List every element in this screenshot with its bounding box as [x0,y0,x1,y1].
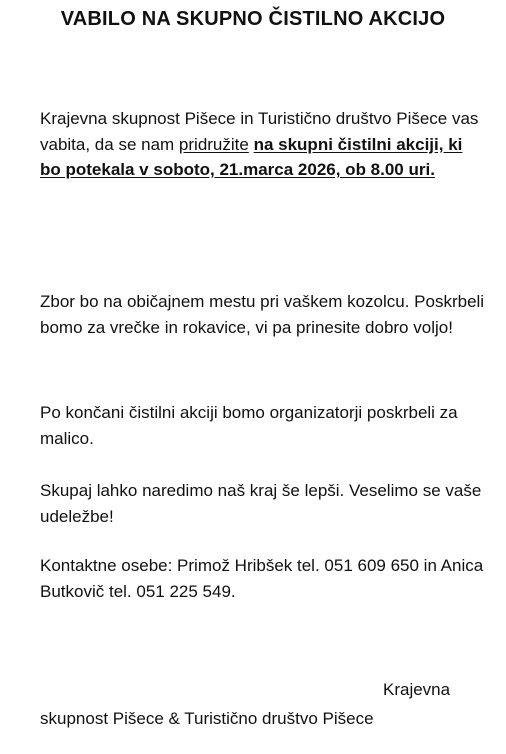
join-text: pridružite [178,134,249,154]
event-details-text: na skupni čistilni akciji, ki bo potekala v soboto, 21.marca 2026, ob 8.00 uri. [40,134,463,179]
document-title: VABILO NA SKUPNO ČISTILNO AKCIJO [60,8,446,30]
signature-line-1: Krajevna [383,680,451,699]
closing-paragraph: Skupaj lahko naredimo naš kraj še lepši. Veselimo se vaše udeležbe! [40,481,482,526]
signature-line-2: skupnost Pišece & Turistično društvo Pišece [40,709,374,728]
contacts-paragraph: Kontaktne osebe: Primož Hribšek tel. 051 609 650 in Anica Butkovič tel. 051 225 549. [40,556,484,601]
invitation-intro-text: Krajevna skupnost Pišece in Turistično društvo Pišece vas vabita, da se nam [40,109,479,154]
invitation-paragraph [40,106,480,183]
meeting-paragraph: Zbor bo na običajnem mestu pri vaškem kozolcu. Poskrbeli bomo za vrečke in rokavice, vi pa prinesite dobro voljo! [40,292,485,337]
lunch-paragraph: Po končani čistilni akciji bomo organizatorji poskrbeli za malico. [40,403,458,448]
